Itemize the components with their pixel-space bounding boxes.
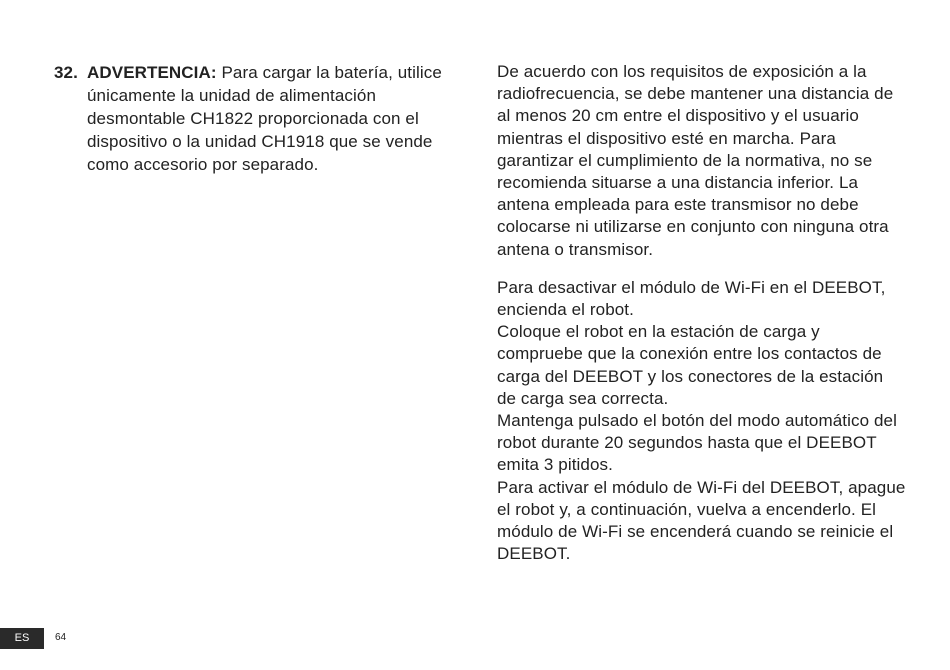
item-number: 32.: [54, 63, 78, 82]
wifi-instruction-line: Para activar el módulo de Wi-Fi del DEEBOT, apague el robot y, a continuación, vuelva a encenderlo. El módulo de Wi-Fi se encenderá cuando se reinicie el DEEBOT.: [497, 477, 906, 564]
page-number: 64: [55, 632, 67, 643]
wifi-instruction-line: Mantenga pulsado el botón del modo automático del robot durante 20 segundos hasta que el DEEBOT emita 3 pitidos.: [497, 411, 897, 475]
paragraph-spacer: [497, 261, 907, 277]
rf-exposure-paragraph: De acuerdo con los requisitos de exposición a la radiofrecuencia, se debe mantener una distancia de al menos 20 cm entre el dispositivo y el usuario mientras el dispositivo esté en marcha. Para garantizar el cumplimiento de la normativa, no se recomienda situarse a una distancia inferior. La antena empleada para este transmisor no debe colocarse ni utilizarse en conjunto con ninguna otra antena o transmisor.: [497, 62, 894, 259]
wifi-instruction-line: Coloque el robot en la estación de carga y compruebe que la conexión entre los contactos de carga del DEEBOT y los conectores de la estación de carga sea correcta.: [497, 322, 884, 408]
wifi-instruction-line: Para desactivar el módulo de Wi-Fi en el DEEBOT, encienda el robot.: [497, 277, 886, 320]
right-column: [497, 61, 907, 565]
warning-label: ADVERTENCIA:: [87, 63, 217, 82]
warning-item-32: [54, 61, 464, 176]
warning-body: [87, 61, 462, 176]
language-tab: ES: [0, 628, 44, 649]
left-column: [54, 61, 464, 176]
warning-text: Para cargar la batería, utilice únicamente la unidad de alimentación desmontable CH1822 proporcionada con el dispositivo o la unidad CH1918 que se vende como accesorio por separado.: [87, 63, 442, 174]
